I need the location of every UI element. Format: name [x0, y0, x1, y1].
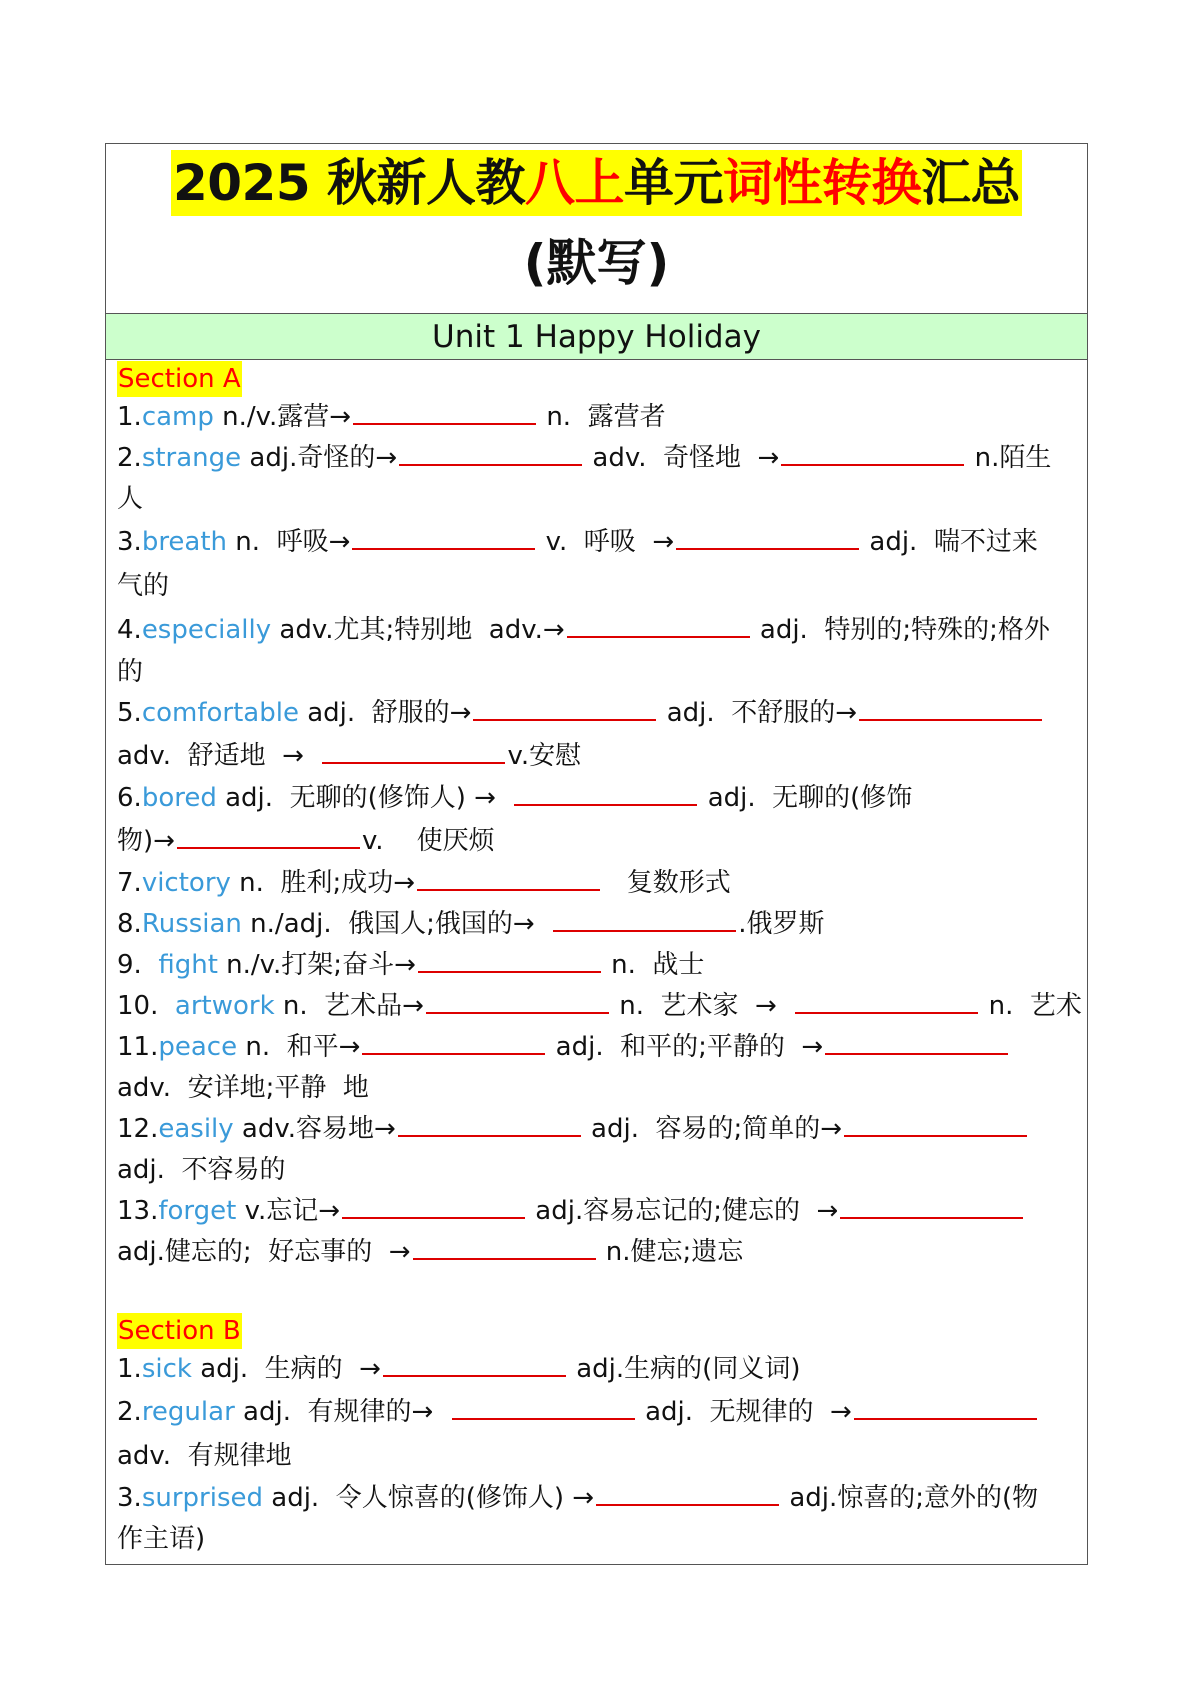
answer-blank[interactable] — [177, 823, 360, 849]
vocab-line — [117, 1191, 1077, 1232]
vocab-line — [117, 1478, 1077, 1519]
item-text: 9. — [117, 950, 159, 980]
item-text: adj. 无聊的(修饰 — [699, 783, 913, 813]
vocab-line — [117, 1027, 1077, 1068]
vocab-item — [117, 1027, 1077, 1109]
vocab-item — [117, 778, 1077, 863]
answer-blank[interactable] — [553, 906, 736, 932]
vocab-line — [117, 608, 1077, 652]
item-text: adv. 安详地;平静 地 — [117, 1073, 369, 1103]
item-text: adj. 不舒服的→ — [658, 698, 857, 728]
item-text: 8. — [117, 909, 142, 939]
answer-blank[interactable] — [844, 1111, 1027, 1137]
answer-blank[interactable] — [352, 524, 535, 550]
item-text: n./v.打架;奋斗→ — [217, 950, 416, 980]
item-text: n./adj. 俄国人;俄国的→ — [241, 909, 552, 939]
item-text: adj.容易忘记的;健忘的 → — [527, 1196, 839, 1226]
item-text: adv. 舒适地 → — [117, 741, 321, 771]
keyword: strange — [141, 443, 242, 473]
item-text: 7. — [117, 868, 142, 898]
keyword: sick — [141, 1354, 192, 1384]
item-text: adj. 和平的;平静的 → — [547, 1032, 824, 1062]
answer-blank[interactable] — [825, 1029, 1008, 1055]
item-text: n. 艺术 — [980, 991, 1082, 1021]
item-text: adv. 奇怪地 → — [584, 443, 780, 473]
item-text: v. 使厌烦 — [361, 826, 495, 856]
item-text: n. 呼吸→ — [227, 527, 351, 557]
item-text: 人 — [117, 484, 144, 514]
vocab-item — [117, 1109, 1077, 1191]
item-text: 气的 — [117, 571, 170, 601]
keyword: comfortable — [141, 698, 299, 728]
answer-blank[interactable] — [676, 524, 859, 550]
item-text: adj. 容易的;简单的→ — [582, 1114, 843, 1144]
item-text: adj.生病的(同义词) — [567, 1354, 801, 1384]
vocab-item — [117, 438, 1077, 520]
vocab-line — [117, 397, 1077, 438]
keyword: breath — [141, 527, 228, 557]
item-text: n. 胜利;成功→ — [230, 868, 415, 898]
item-text: 物)→ — [117, 826, 175, 856]
item-text: 11. — [117, 1032, 159, 1062]
answer-blank[interactable] — [399, 440, 582, 466]
item-text: n. 和平→ — [237, 1032, 361, 1062]
item-text: v. 呼吸 → — [537, 527, 675, 557]
answer-blank[interactable] — [781, 440, 964, 466]
vocab-line — [117, 652, 1077, 693]
answer-blank[interactable] — [795, 988, 978, 1014]
vocab-line — [117, 778, 1077, 819]
item-text: n. 露营者 — [538, 402, 666, 432]
section-a-items — [117, 397, 1082, 1273]
vocab-item — [117, 986, 1082, 1027]
item-text: .俄罗斯 — [738, 909, 825, 939]
answer-blank[interactable] — [854, 1394, 1037, 1420]
item-text: adj. 无聊的(修饰人) → — [216, 783, 513, 813]
item-text: 2. — [117, 443, 142, 473]
vocab-item — [117, 945, 1077, 986]
vocab-item — [117, 1349, 1077, 1390]
title-part-highlight: 八上 — [525, 154, 625, 212]
vocab-item — [117, 693, 1077, 778]
title-part: 2025 秋新人教 — [172, 154, 526, 212]
item-text: 5. — [117, 698, 142, 728]
item-text: 6. — [117, 783, 142, 813]
vocab-line — [117, 819, 1077, 863]
item-text: 作主语) — [117, 1524, 206, 1554]
vocab-line — [117, 1390, 1077, 1434]
vocab-line — [117, 734, 1077, 778]
keyword: bored — [141, 783, 217, 813]
answer-blank[interactable] — [383, 1351, 566, 1377]
title-part: 单元 — [624, 154, 724, 212]
item-text: 10. — [117, 991, 175, 1021]
vocab-line — [117, 904, 1077, 945]
keyword: regular — [141, 1397, 235, 1427]
item-text: 1. — [117, 402, 142, 432]
item-text: adj. 有规律的→ — [234, 1397, 450, 1427]
vocab-item — [117, 1191, 1077, 1273]
item-text: 的 — [117, 657, 144, 687]
keyword: Russian — [141, 909, 242, 939]
worksheet — [105, 143, 1088, 1565]
answer-blank[interactable] — [567, 612, 750, 638]
keyword: especially — [141, 615, 272, 645]
keyword: surprised — [141, 1483, 263, 1513]
item-text: adj. 令人惊喜的(修饰人) → — [263, 1483, 595, 1513]
section-b-items — [117, 1349, 1077, 1560]
vocab-line — [117, 1232, 1077, 1273]
item-text: adj. 生病的 → — [191, 1354, 381, 1384]
vocab-line — [117, 1434, 1077, 1478]
vocab-line — [117, 564, 1077, 608]
item-text: n.陌生 — [966, 443, 1052, 473]
page-subtitle: (默写) — [523, 234, 670, 292]
item-text: 1. — [117, 1354, 142, 1384]
vocab-line — [117, 1519, 1077, 1560]
answer-blank[interactable] — [398, 1111, 581, 1137]
vocab-line — [117, 1068, 1077, 1109]
item-text: 3. — [117, 527, 142, 557]
section-b-label: Section B — [117, 1313, 242, 1349]
item-text: adv.尤其;特别地 adv.→ — [271, 615, 565, 645]
answer-blank[interactable] — [514, 780, 697, 806]
keyword: camp — [141, 402, 214, 432]
item-text: adj. 不容易的 — [117, 1155, 286, 1185]
title-part-highlight: 词性转换 — [723, 154, 922, 212]
item-text: adj. 特别的;特殊的;格外 — [751, 615, 1050, 645]
item-text: 2. — [117, 1397, 142, 1427]
item-text: 13. — [117, 1196, 159, 1226]
vocab-item — [117, 1478, 1077, 1560]
item-text: 4. — [117, 615, 142, 645]
keyword: forget — [158, 1196, 237, 1226]
vocab-line — [117, 945, 1077, 986]
item-text: adj.惊喜的;意外的(物 — [781, 1483, 1039, 1513]
vocab-line — [117, 520, 1077, 564]
vocab-item — [117, 608, 1077, 693]
vocab-line — [117, 693, 1077, 734]
vocab-line — [117, 863, 1077, 904]
vocab-line — [117, 986, 1082, 1027]
item-text: adj.健忘的; 好忘事的 → — [117, 1237, 411, 1267]
item-text: 12. — [117, 1114, 159, 1144]
keyword: peace — [158, 1032, 238, 1062]
vocab-line — [117, 1349, 1077, 1390]
section-a-label: Section A — [117, 361, 242, 397]
keyword: victory — [141, 868, 231, 898]
answer-blank[interactable] — [840, 1193, 1023, 1219]
vocab-line — [117, 479, 1077, 520]
answer-blank[interactable] — [473, 695, 656, 721]
title-block — [106, 144, 1087, 314]
item-text: adv. 有规律地 — [117, 1441, 292, 1471]
item-text: n./v.露营→ — [213, 402, 352, 432]
item-text: adj. 舒服的→ — [298, 698, 472, 728]
item-text: v.忘记→ — [236, 1196, 341, 1226]
answer-blank[interactable] — [426, 988, 609, 1014]
item-text: n. 战士 — [602, 950, 705, 980]
item-text: n. 艺术品→ — [274, 991, 424, 1021]
page-title — [171, 150, 1022, 216]
answer-blank[interactable] — [342, 1193, 525, 1219]
title-part: 汇总 — [921, 154, 1021, 212]
keyword: artwork — [174, 991, 275, 1021]
unit-header: Unit 1 Happy Holiday — [106, 314, 1087, 360]
vocab-item — [117, 1390, 1077, 1478]
item-text: n.健忘;遗忘 — [597, 1237, 744, 1267]
answer-blank[interactable] — [418, 947, 601, 973]
vocab-line — [117, 1109, 1077, 1150]
item-text: 复数形式 — [602, 868, 731, 898]
keyword: easily — [158, 1114, 234, 1144]
vocab-line — [117, 438, 1077, 479]
vocab-item — [117, 904, 1077, 945]
answer-blank[interactable] — [596, 1480, 779, 1506]
answer-blank[interactable] — [353, 399, 536, 425]
answer-blank[interactable] — [362, 1029, 545, 1055]
content — [106, 361, 1087, 1560]
item-text: 3. — [117, 1483, 142, 1513]
answer-blank[interactable] — [417, 865, 600, 891]
item-text: adj. 喘不过来 — [861, 527, 1038, 557]
item-text: n. 艺术家 → — [610, 991, 794, 1021]
vocab-item — [117, 397, 1077, 438]
item-text: adj.奇怪的→ — [241, 443, 398, 473]
vocab-item — [117, 863, 1077, 904]
vocab-item — [117, 520, 1077, 608]
item-text: adj. 无规律的 → — [636, 1397, 852, 1427]
item-text: v.安慰 — [507, 741, 582, 771]
answer-blank[interactable] — [413, 1234, 596, 1260]
answer-blank[interactable] — [859, 695, 1042, 721]
item-text: adv.容易地→ — [233, 1114, 396, 1144]
vocab-line — [117, 1150, 1077, 1191]
answer-blank[interactable] — [322, 738, 505, 764]
answer-blank[interactable] — [452, 1394, 635, 1420]
keyword: fight — [158, 950, 218, 980]
